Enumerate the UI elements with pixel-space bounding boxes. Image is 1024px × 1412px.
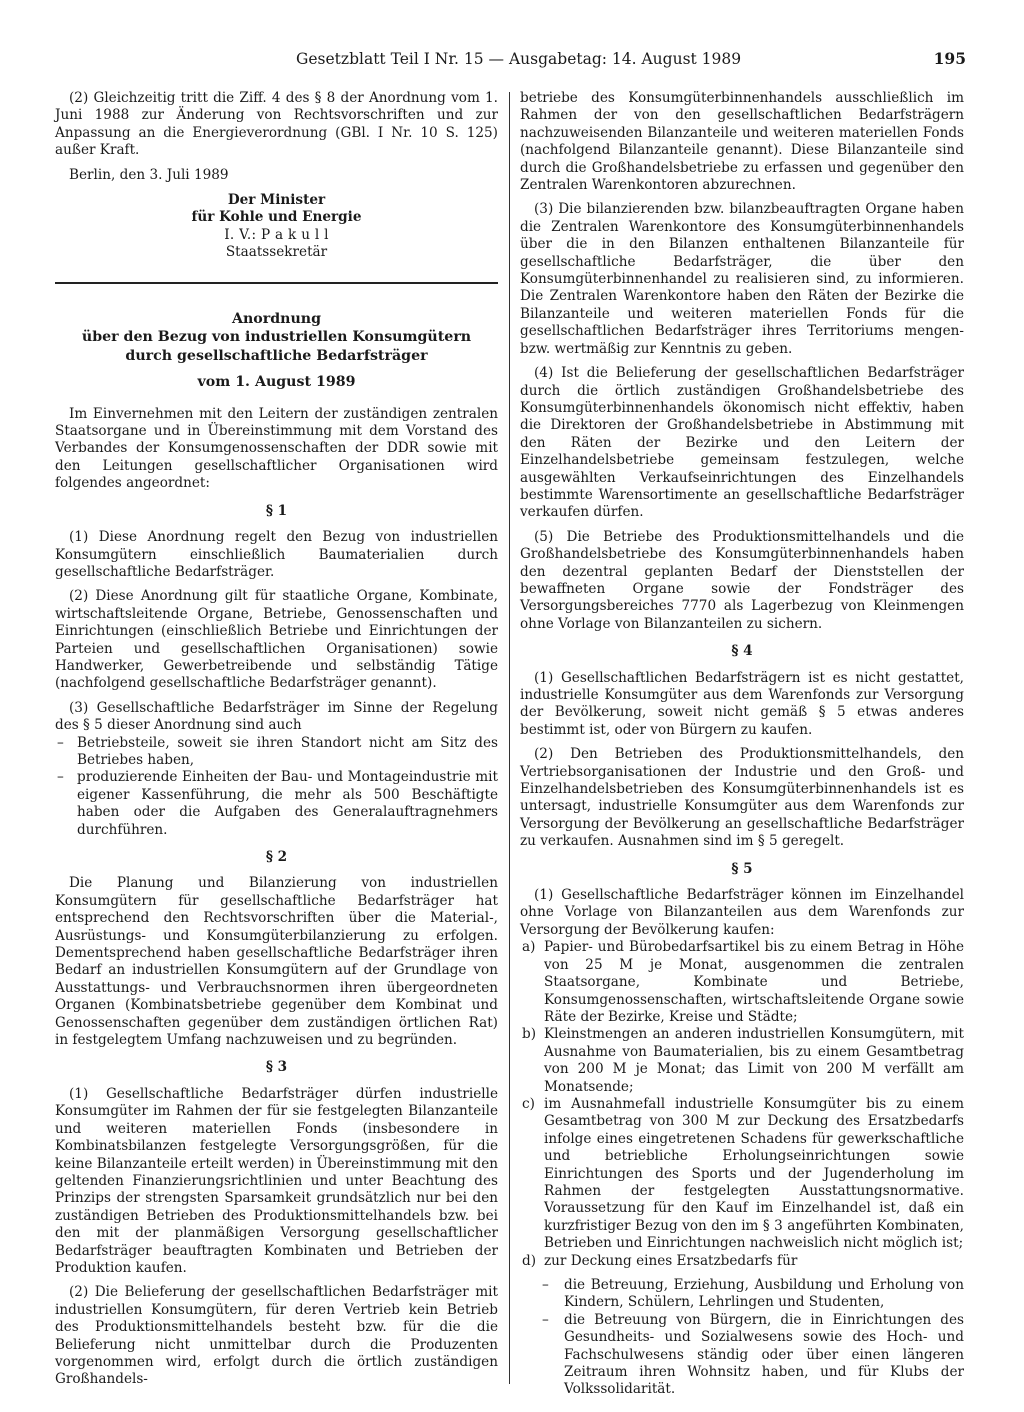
decree-subtitle-2: durch gesellschaftliche Bedarfsträger [125, 347, 428, 364]
preamble: Im Einvernehmen mit den Leitern der zuständigen zentralen Staatsorgane und in Übereinstimmung mit dem Vorstand des Verbandes der Konsumgenossenschaften der DDR sowie mit den Leitungen gesellschaftlicher Organisationen wird folgendes angeordnet: [55, 405, 498, 492]
column-divider [509, 92, 510, 1384]
left-column [55, 90, 498, 1396]
signature-line-4: Staatssekretär [225, 244, 328, 261]
list-item [55, 735, 498, 770]
list-item [520, 1096, 964, 1253]
section-heading-4: § 4 [731, 643, 753, 660]
list-item-text: Kleinstmengen an anderen industriellen Konsumgütern, mit Ausnahme von Baumaterialien, bis zu einem Gesamtbetrag von 200 M je Monat; das Limit von 200 M verfällt am Monatsende; [544, 1026, 964, 1095]
list-item [520, 1253, 964, 1270]
section-rule [55, 282, 498, 284]
letter-marker: d) [522, 1252, 537, 1269]
section-heading-2: § 2 [265, 849, 288, 865]
right-column [520, 90, 964, 1399]
list-item-text: im Ausnahmefall industrielle Konsumgüter bis zu einem Gesamtbetrag von 300 M zur Deckung des Ersatzbedarfs infolge eines eingetretenen Schadens für gewerkschaftliche und betriebliche Erholungseinrichtungen sowie Einrichtungen des Sports und der Jugenderholung im Rahmen der festgelegten Ausstattungsnormative. Voraussetzung für den Kauf im Einzelhandel ist, daß ein kurzfristiger Bezug von den im § 3 angeführten Kombinaten, Betrieben und Einrichtungen nachweislich nicht möglich ist; [544, 1095, 964, 1252]
dash-marker: – [57, 734, 64, 751]
section-1-para-2: (2) Diese Anordnung gilt für staatliche Organe, Kombinate, wirtschaftsleitende Organe, Betriebe, Genossenschaften und Einrichtungen (einschließlich Betriebe und Einrichtungen der Parteien und gesellschaftlichen Organisationen) sowie Handwerker, Gewerbetreibende und selbständig Tätige (nachfolgend gesellschaftliche Bedarfsträger genannt). [55, 588, 498, 692]
section-5-sublist [520, 1277, 964, 1399]
place-date: Berlin, den 3. Juli 1989 [69, 166, 229, 183]
list-item-text: die Betreuung von Bürgern, die in Einrichtungen des Gesundheits- und Sozialwesens sowie des Hoch- und Fachschulwesens ständig oder über einen längeren Zeitraum ihren Wohnsitz haben, und für Klubs der Volkssolidarität. [564, 1311, 964, 1398]
section-5-para-1: (1) Gesellschaftliche Bedarfsträger können im Einzelhandel ohne Vorlage von Bilanzanteilen aus dem Warenfonds zur Versorgung der Bevölkerung kaufen: [520, 887, 964, 938]
section-heading-1: § 1 [265, 502, 288, 519]
dash-marker: – [542, 1311, 549, 1328]
section-3-para-2-continued: betriebe des Konsumgüterbinnenhandels ausschließlich im Rahmen der von den gesellschaftlichen Bedarfsträgern nachzuweisenden Bilanzanteile und weiteren materiellen Fonds (nachfolgend Bilanzanteile genannt). Diese Bilanzanteile sind durch die Großhandelsbetriebe zu erfassen und gegenüber den Zentralen Warenkontoren abzurechnen. [520, 90, 964, 194]
dash-marker: – [542, 1277, 549, 1293]
section-5-list [520, 939, 964, 1270]
list-item [520, 939, 964, 1026]
signature-block [55, 192, 498, 262]
decree-title: Anordnung [231, 310, 322, 327]
letter-marker: c) [522, 1095, 535, 1112]
section-2-para-1: Die Planung und Bilanzierung von industriellen Konsumgütern für gesellschaftliche Bedarfsträger hat entsprechend den Rechtsvorschriften über die Material-, Ausrüstungs- und Konsumgüterbilanzierung zu erfolgen. Dementsprechend haben gesellschaftliche Bedarfsträger ihren Bedarf an industriellen Konsumgütern auf der Grundlage von Ausstattungs- und Verbrauchsnormen ihren übergeordneten Organen (Kombinatsbetriebe gegenüber dem Kombinat und Genossenschaften gegenüber dem zuständigen örtlichen Rat) in festgelegtem Umfang nachzuweisen und zu begründen. [55, 875, 498, 1049]
list-item [520, 1026, 964, 1096]
section-4-para-1: (1) Gesellschaftlichen Bedarfsträgern ist es nicht gestattet, industrielle Konsumgüter aus dem Warenfonds zur Versorgung der Bevölkerung, soweit nicht gemäß § 5 etwas anderes bestimmt ist, oder von Bürgern zu kaufen. [520, 669, 964, 738]
list-item-text: Betriebsteile, soweit sie ihren Standort nicht am Sitz des Betriebes haben, [77, 734, 498, 768]
section-3-para-3: (3) Die bilanzierenden bzw. bilanzbeauftragten Organe haben die Zentralen Warenkontore des Konsumgüterbinnenhandels über die in den Bilanzen enthaltenen Bilanzanteile für gesellschaftliche Bedarfsträger, die über den Konsumgüterbinnenhandel zu realisieren sind, zu informieren. Die Zentralen Warenkontore haben den Räten der Bezirke die Bilanzanteile und weiteren materiellen Fonds für die gesellschaftlichen Bedarfsträger ihres Territoriums mengen- bzw. wertmäßig zur Kenntnis zu geben. [520, 201, 964, 357]
section-4-para-2: (2) Den Betrieben des Produktionsmittelhandels, den Vertriebsorganisationen der Industrie und den Groß- und Einzelhandelsbetrieben des Konsumgüterbinnenhandels ist es untersagt, industrielle Konsumgüter aus dem Warenfonds zur Versorgung der Bevölkerung an gesellschaftliche Bedarfsträger zu verkaufen. Ausnahmen sind im § 5 geregelt. [520, 746, 964, 850]
list-item [520, 1312, 964, 1399]
decree-subtitle-1: über den Bezug von industriellen Konsumgütern [81, 329, 472, 346]
list-item-text: zur Deckung eines Ersatzbedarfs für [544, 1252, 798, 1269]
prev-decree-paragraph: (2) Gleichzeitig tritt die Ziff. 4 des § 8 der Anordnung vom 1. Juni 1988 zur Änderung von Rechtsvorschriften und zur Anpassung an die Energieverordnung (GBl. I Nr. 10 S. 125) außer Kraft. [55, 90, 498, 159]
section-3-para-5: (5) Die Betriebe des Produktionsmittelhandels und die Großhandelsbetriebe des Konsumgüterbinnenhandels haben den dezentral geplanten Bedarf der Dienststellen der bewaffneten Organe sowie der Fondsträger des Versorgungsbereiches 7770 als Lagerbezug von Kleinmengen ohne Vorlage von Bilanzanteilen zu sichern. [520, 528, 964, 632]
list-item-text: die Betreuung, Erziehung, Ausbildung und Erholung von Kindern, Schülern, Lehrlingen und Studenten, [564, 1277, 964, 1311]
list-item-text: Papier- und Bürobedarfsartikel bis zu einem Betrag in Höhe von 25 M je Monat, ausgenommen die zentralen Staatsorgane, Kombinate und Betriebe, Konsumgenossenschaften, wirtschaftsleitende Organe sowie Räte der Bezirke, Kreise und Städte; [544, 939, 964, 1025]
section-3-para-4: (4) Ist die Belieferung der gesellschaftlichen Bedarfsträger durch die örtlich zuständigen Großhandelsbetriebe des Konsumgüterbinnenhandels ökonomisch nicht effektiv, haben die Direktoren der Großhandelsbetriebe in Abstimmung mit den Räten der Bezirke und den Leitern der Einzelhandelsbetriebe gemeinsam festzulegen, welche ausgewählten Verkaufseinrichtungen des Einzelhandels bestimmte Warensortimente an gesellschaftliche Bedarfsträger verkaufen dürfen. [520, 365, 964, 521]
signature-line-2: für Kohle und Energie [191, 209, 362, 226]
section-heading-3: § 3 [265, 1059, 288, 1076]
section-1-para-1: (1) Diese Anordnung regelt den Bezug von industriellen Konsumgütern einschließlich Baumaterialien durch gesellschaftliche Bedarfsträger. [55, 529, 498, 580]
section-3-para-1: (1) Gesellschaftliche Bedarfsträger dürfen industrielle Konsumgüter im Rahmen der für sie festgelegten Bilanzanteile und weiteren materiellen Fonds (insbesondere in Kombinatsbilanzen festgelegte Versorgungsgrößen, für die keine Bilanzanteile erteilt werden) in Übereinstimmung mit den geltenden Finanzierungsrichtlinien und unter Beachtung des Prinzips der strengsten Sparsamkeit grundsätzlich nur bei den zuständigen Betrieben des Produktionsmittelhandels bzw. bei den mit der planmäßigen Versorgung gesellschaftlicher Bedarfsträger beauftragten Kombinaten und Betrieben der Produktion kaufen. [55, 1085, 498, 1276]
section-3-para-2: (2) Die Belieferung der gesellschaftlichen Bedarfsträger mit industriellen Konsumgütern, für deren Vertrieb kein Betrieb des Produktionsmittelhandels besteht bzw. für die die Belieferung nicht unmittelbar durch die Produzenten vorgenommen wird, erfolgt durch die örtlich zuständigen Großhandels- [55, 1284, 498, 1388]
signature-line-1: Der Minister [227, 192, 326, 209]
dash-marker: – [57, 769, 64, 786]
letter-marker: b) [522, 1026, 537, 1043]
signature-line-3: I. V.: P a k u l l [224, 226, 329, 243]
header-title: Gesetzblatt Teil I Nr. 15 — Ausgabetag: 14. August 1989 [296, 50, 742, 68]
list-item [55, 769, 498, 839]
decree-date: vom 1. August 1989 [197, 374, 356, 391]
section-1-para-3: (3) Gesellschaftliche Bedarfsträger im Sinne der Regelung des § 5 dieser Anordnung sind auch [55, 699, 498, 734]
letter-marker: a) [522, 939, 536, 956]
page-number: 195 [933, 49, 966, 68]
section-1-list [55, 735, 498, 839]
list-item [520, 1277, 964, 1312]
list-item-text: produzierende Einheiten der Bau- und Montageindustrie mit eigener Kassenführung, die mehr als 500 Beschäftigte haben oder die Aufgaben des Generalauftragnehmers durchführen. [77, 769, 498, 838]
section-heading-5: § 5 [731, 860, 753, 877]
